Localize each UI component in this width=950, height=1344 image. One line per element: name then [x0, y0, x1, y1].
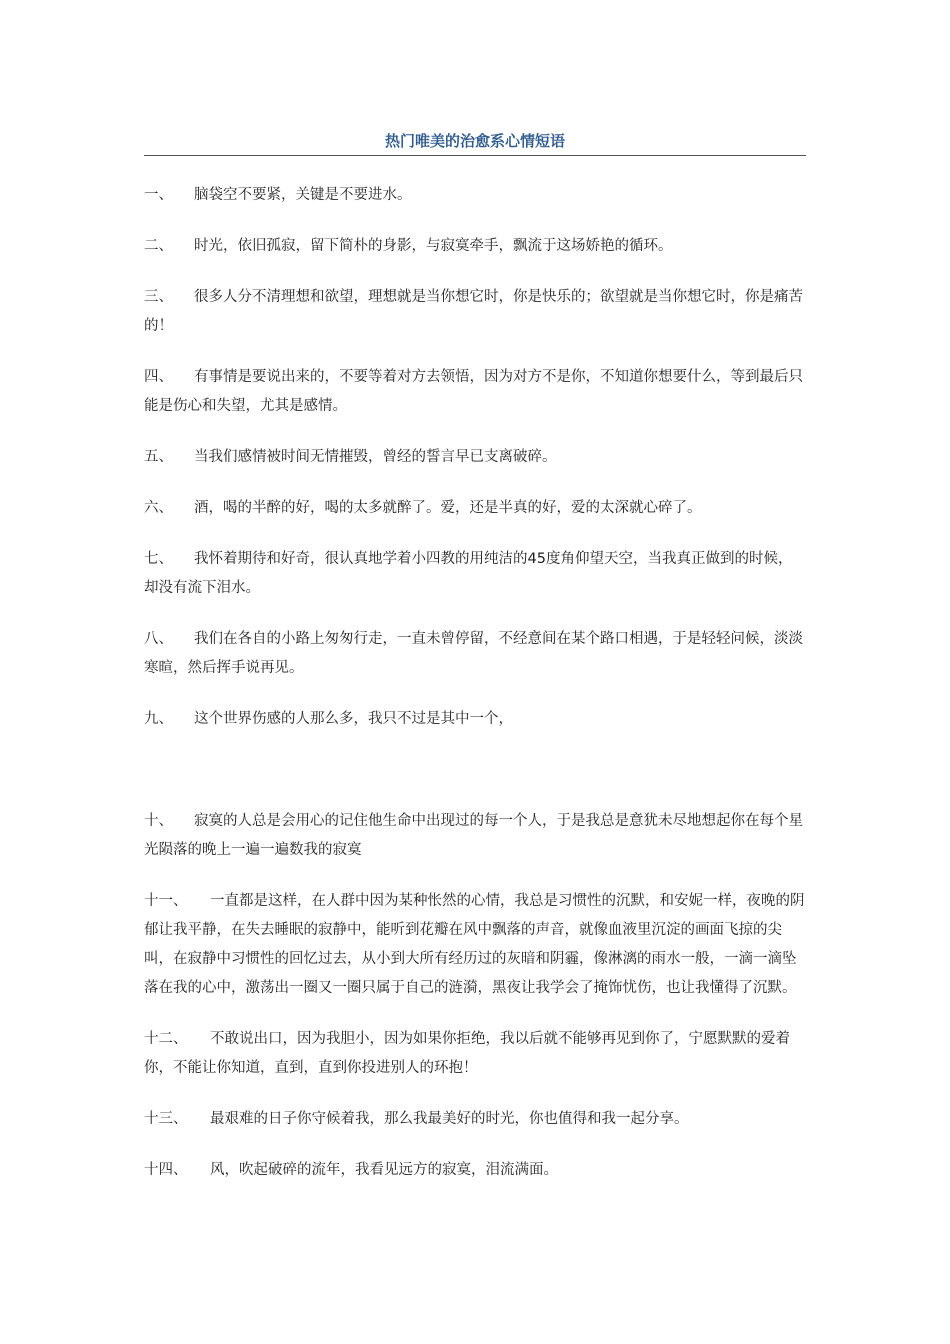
list-item	[144, 807, 806, 865]
item-number: 十、	[144, 813, 173, 829]
item-text: 脑袋空不要紧，关键是不要进水。	[194, 187, 412, 203]
item-text: 时光，依旧孤寂，留下简朴的身影，与寂寞牵手，飘流于这场娇艳的循环。	[194, 238, 673, 254]
item-text: 很多人分不清理想和欲望，理想就是当你想它时，你是快乐的；欲望就是当你想它时，你是痛苦的！	[144, 289, 803, 334]
item-number: 七、	[144, 551, 173, 567]
item-text: 有事情是要说出来的，不要等着对方去领悟，因为对方不是你，不知道你想要什么，等到最后只能是伤心和失望，尤其是感情。	[144, 369, 803, 414]
list-item	[144, 232, 806, 261]
item-number: 十四、	[144, 1162, 188, 1178]
item-text: 我们在各自的小路上匆匆行走，一直未曾停留，不经意间在某个路口相遇，于是轻轻问候，淡淡寒暄，然后挥手说再见。	[144, 631, 803, 676]
quote-list	[144, 181, 806, 1207]
item-number: 四、	[144, 369, 173, 385]
title-underline-divider	[144, 155, 806, 156]
list-item	[144, 283, 806, 341]
list-item	[144, 181, 806, 210]
item-text: 最艰难的日子你守候着我，那么我最美好的时光，你也值得和我一起分享。	[210, 1111, 689, 1127]
item-number: 五、	[144, 449, 173, 465]
list-item	[144, 494, 806, 523]
item-number: 九、	[144, 711, 173, 727]
item-text: 酒，喝的半醉的好，喝的太多就醉了。爱，还是半真的好，爱的太深就心碎了。	[194, 500, 702, 516]
list-item	[144, 1156, 806, 1185]
item-text: 我怀着期待和好奇，很认真地学着小四教的用纯洁的45度角仰望天空，当我真正做到的时候，却没有流下泪水。	[144, 551, 793, 596]
item-text: 这个世界伤感的人那么多，我只不过是其中一个，	[194, 711, 513, 727]
item-text: 寂寞的人总是会用心的记住他生命中出现过的每一个人，于是我总是意犹未尽地想起你在每个星光陨落的晚上一遍一遍数我的寂寞	[144, 813, 803, 858]
list-item	[144, 887, 806, 1003]
list-item	[144, 1025, 806, 1083]
item-number: 一、	[144, 187, 173, 203]
item-number: 六、	[144, 500, 173, 516]
item-text: 一直都是这样，在人群中因为某种怅然的心情，我总是习惯性的沉默，和安妮一样，夜晚的阴郁让我平静，在失去睡眠的寂静中，能听到花瓣在风中飘落的声音，就像血液里沉淀的画面飞掠的尖叫，在寂静中习惯性的回忆过去，从小到大所有经历过的灰暗和阴霾，像淋漓的雨水一般，一滴一滴坠落在我的心中，激荡出一圈又一圈只属于自己的涟漪，黑夜让我学会了掩饰忧伤，也让我懂得了沉默。	[144, 893, 805, 996]
page-title: 热门唯美的治愈系心情短语	[384, 132, 565, 150]
item-number: 十二、	[144, 1031, 188, 1047]
list-item	[144, 363, 806, 421]
item-number: 十三、	[144, 1111, 188, 1127]
item-number: 八、	[144, 631, 173, 647]
item-text: 不敢说出口，因为我胆小，因为如果你拒绝，我以后就不能够再见到你了，宁愿默默的爱着你，不能让你知道，直到，直到你投进别人的环抱！	[144, 1031, 790, 1076]
list-item	[144, 625, 806, 683]
item-number: 十一、	[144, 893, 188, 909]
list-item	[144, 545, 806, 603]
item-number: 二、	[144, 238, 173, 254]
list-item	[144, 705, 806, 734]
item-number: 三、	[144, 289, 173, 305]
item-text: 风，吹起破碎的流年，我看见远方的寂寞，泪流满面。	[210, 1162, 558, 1178]
item-text: 当我们感情被时间无情摧毁，曾经的誓言早已支离破碎。	[194, 449, 557, 465]
list-item	[144, 1105, 806, 1134]
list-item	[144, 443, 806, 472]
